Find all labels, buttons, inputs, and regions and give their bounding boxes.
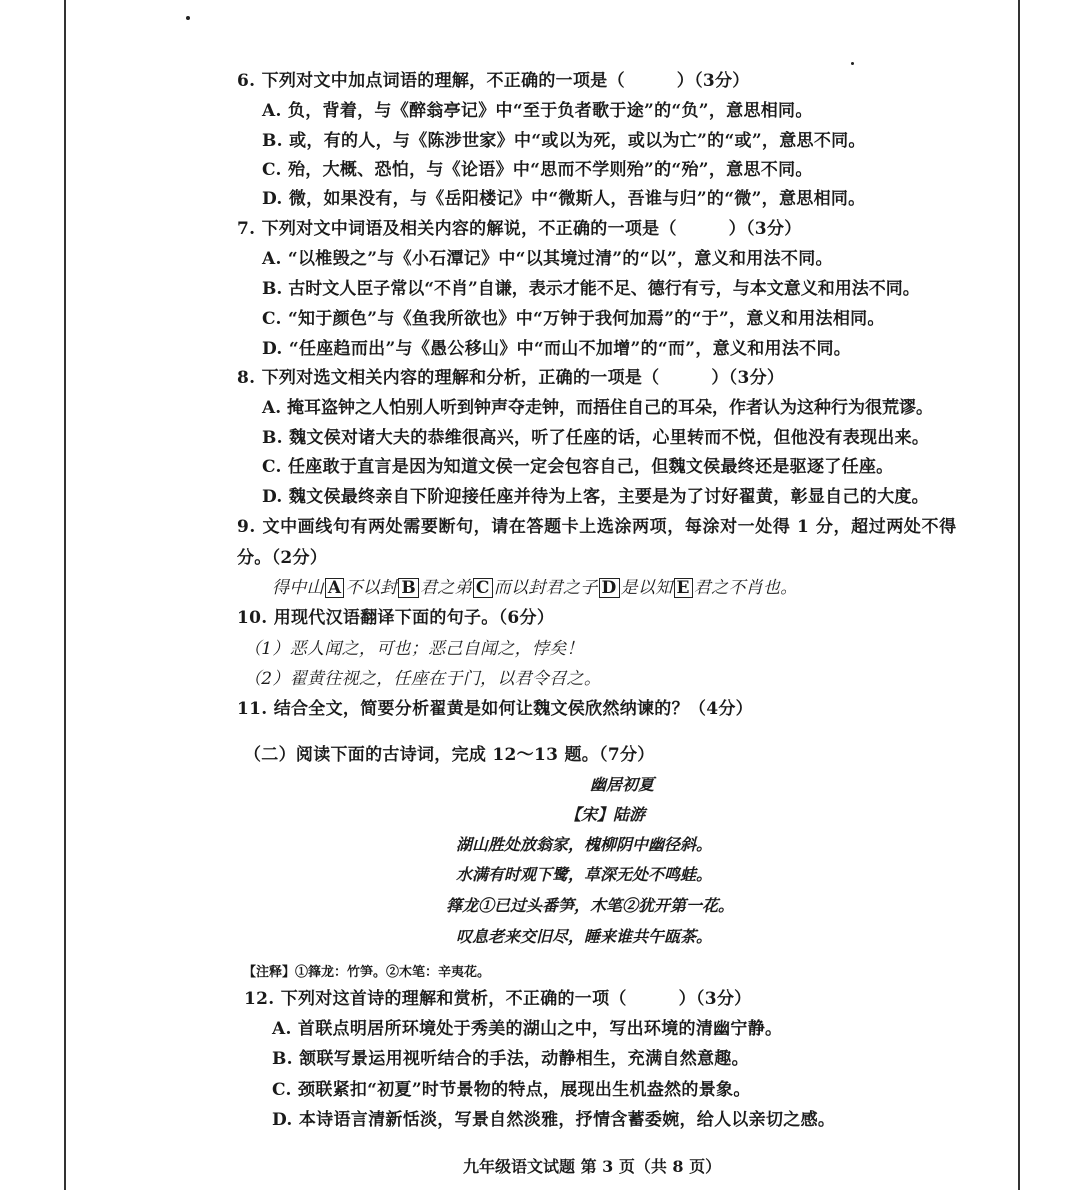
question-6-option-b: B. 或，有的人，与《陈涉世家》中“或以为死，或以为亡”的“或”，意思不同。 <box>262 131 866 151</box>
page-left-edge <box>64 0 66 1190</box>
question-12-option-b: B. 颔联写景运用视听结合的手法，动静相生，充满自然意趣。 <box>272 1049 749 1069</box>
question-8-stem: 8. 下列对选文相关内容的理解和分析，正确的一项是（ ）（3分） <box>237 368 785 388</box>
question-6-option-c: C. 殆，大概、恐怕，与《论语》中“思而不学则殆”的“殆”，意思不同。 <box>262 160 813 180</box>
section-2-heading: （二）阅读下面的古诗词，完成 12～13 题。（7分） <box>244 745 655 765</box>
poem-author: 【宋】陆游 <box>565 805 646 824</box>
question-8-option-b: B. 魏文侯对诸大夫的恭维很高兴，听了任座的话，心里转而不悦，但他没有表现出来。 <box>262 428 930 448</box>
break-option-b: B <box>398 578 419 598</box>
poem-annotation: 【注释】①箨龙：竹笋。②木笔：辛夷花。 <box>243 965 491 980</box>
page-right-edge <box>1018 0 1020 1190</box>
question-11-stem: 11. 结合全文，简要分析翟黄是如何让魏文侯欣然纳谏的？（4分） <box>237 699 753 719</box>
question-6-stem: 6. 下列对文中加点词语的理解，不正确的一项是（ ）（3分） <box>237 71 750 91</box>
question-8-option-d: D. 魏文侯最终亲自下阶迎接任座并待为上客，主要是为了讨好翟黄，彰显自己的大度。 <box>262 487 929 507</box>
sentence-segment: 而以封君之子 <box>493 578 598 598</box>
scan-speck <box>851 62 854 65</box>
sentence-segment: 君之弟 <box>419 578 472 598</box>
question-9-stem-line2: 分。（2分） <box>237 548 328 568</box>
break-option-d: D <box>599 578 620 598</box>
question-9-stem-line1: 9. 文中画线句有两处需要断句，请在答题卡上选涂两项，每涂对一处得 1 分，超过两处不得 <box>237 517 957 537</box>
question-12-stem: 12. 下列对这首诗的理解和赏析，不正确的一项（ ）（3分） <box>244 989 752 1009</box>
question-8-option-c: C. 任座敢于直言是因为知道文侯一定会包容自己，但魏文侯最终还是驱逐了任座。 <box>262 457 894 477</box>
poem-title: 幽居初夏 <box>590 775 655 794</box>
poem-line-4: 叹息老来交旧尽，睡来谁共午瓯茶。 <box>456 927 713 946</box>
sentence-segment: 君之不肖也。 <box>693 578 798 598</box>
question-10-sentence-1: （1）恶人闻之，可也；恶己自闻之，悖矣！ <box>244 639 584 659</box>
sentence-segment: 得中山 <box>272 578 324 598</box>
question-7-option-a: A. “以椎毁之”与《小石潭记》中“以其境过清”的“以”，意义和用法不同。 <box>262 249 833 269</box>
question-8-option-a: A. 掩耳盗钟之人怕别人听到钟声夺走钟，而捂住自己的耳朵，作者认为这种行为很荒谬。 <box>262 398 934 418</box>
scan-speck <box>186 16 190 20</box>
question-12-option-a: A. 首联点明居所环境处于秀美的湖山之中，写出环境的清幽宁静。 <box>272 1019 783 1039</box>
question-7-option-d: D. “任座趋而出”与《愚公移山》中“而山不加增”的“而”，意义和用法不同。 <box>262 339 852 359</box>
poem-line-3: 箨龙①已过头番笋，木笔②犹开第一花。 <box>446 896 735 915</box>
question-6-option-d: D. 微，如果没有，与《岳阳楼记》中“微斯人，吾谁与归”的“微”，意思相同。 <box>262 189 866 209</box>
poem-line-2: 水满有时观下鹭，草深无处不鸣蛙。 <box>456 865 713 884</box>
question-10-stem: 10. 用现代汉语翻译下面的句子。（6分） <box>237 608 555 628</box>
question-12-option-c: C. 颈联紧扣“初夏”时节景物的特点，展现出生机盎然的景象。 <box>272 1080 751 1100</box>
page-footer: 九年级语文试题 第 3 页（共 8 页） <box>463 1157 722 1176</box>
question-6-option-a: A. 负，背着，与《醉翁亭记》中“至于负者歌于途”的“负”，意思相同。 <box>262 101 813 121</box>
sentence-segment: 是以知 <box>620 578 673 598</box>
poem-line-1: 湖山胜处放翁家，槐柳阴中幽径斜。 <box>456 835 713 854</box>
question-9-sentence <box>272 576 798 600</box>
question-7-stem: 7. 下列对文中词语及相关内容的解说，不正确的一项是（ ）（3分） <box>237 219 802 239</box>
question-12-option-d: D. 本诗语言清新恬淡，写景自然淡雅，抒情含蓄委婉，给人以亲切之感。 <box>272 1110 836 1130</box>
break-option-a: A <box>325 578 345 598</box>
break-option-c: C <box>473 578 493 598</box>
question-10-sentence-2: （2）翟黄往视之，任座在于门，以君令召之。 <box>244 669 602 689</box>
question-7-option-c: C. “知于颜色”与《鱼我所欲也》中“万钟于我何加焉”的“于”，意义和用法相同。 <box>262 309 885 329</box>
question-7-option-b: B. 古时文人臣子常以“不肖”自谦，表示才能不足、德行有亏，与本文意义和用法不同。 <box>262 279 920 299</box>
sentence-segment: 不以封 <box>345 578 398 598</box>
break-option-e: E <box>674 578 693 598</box>
